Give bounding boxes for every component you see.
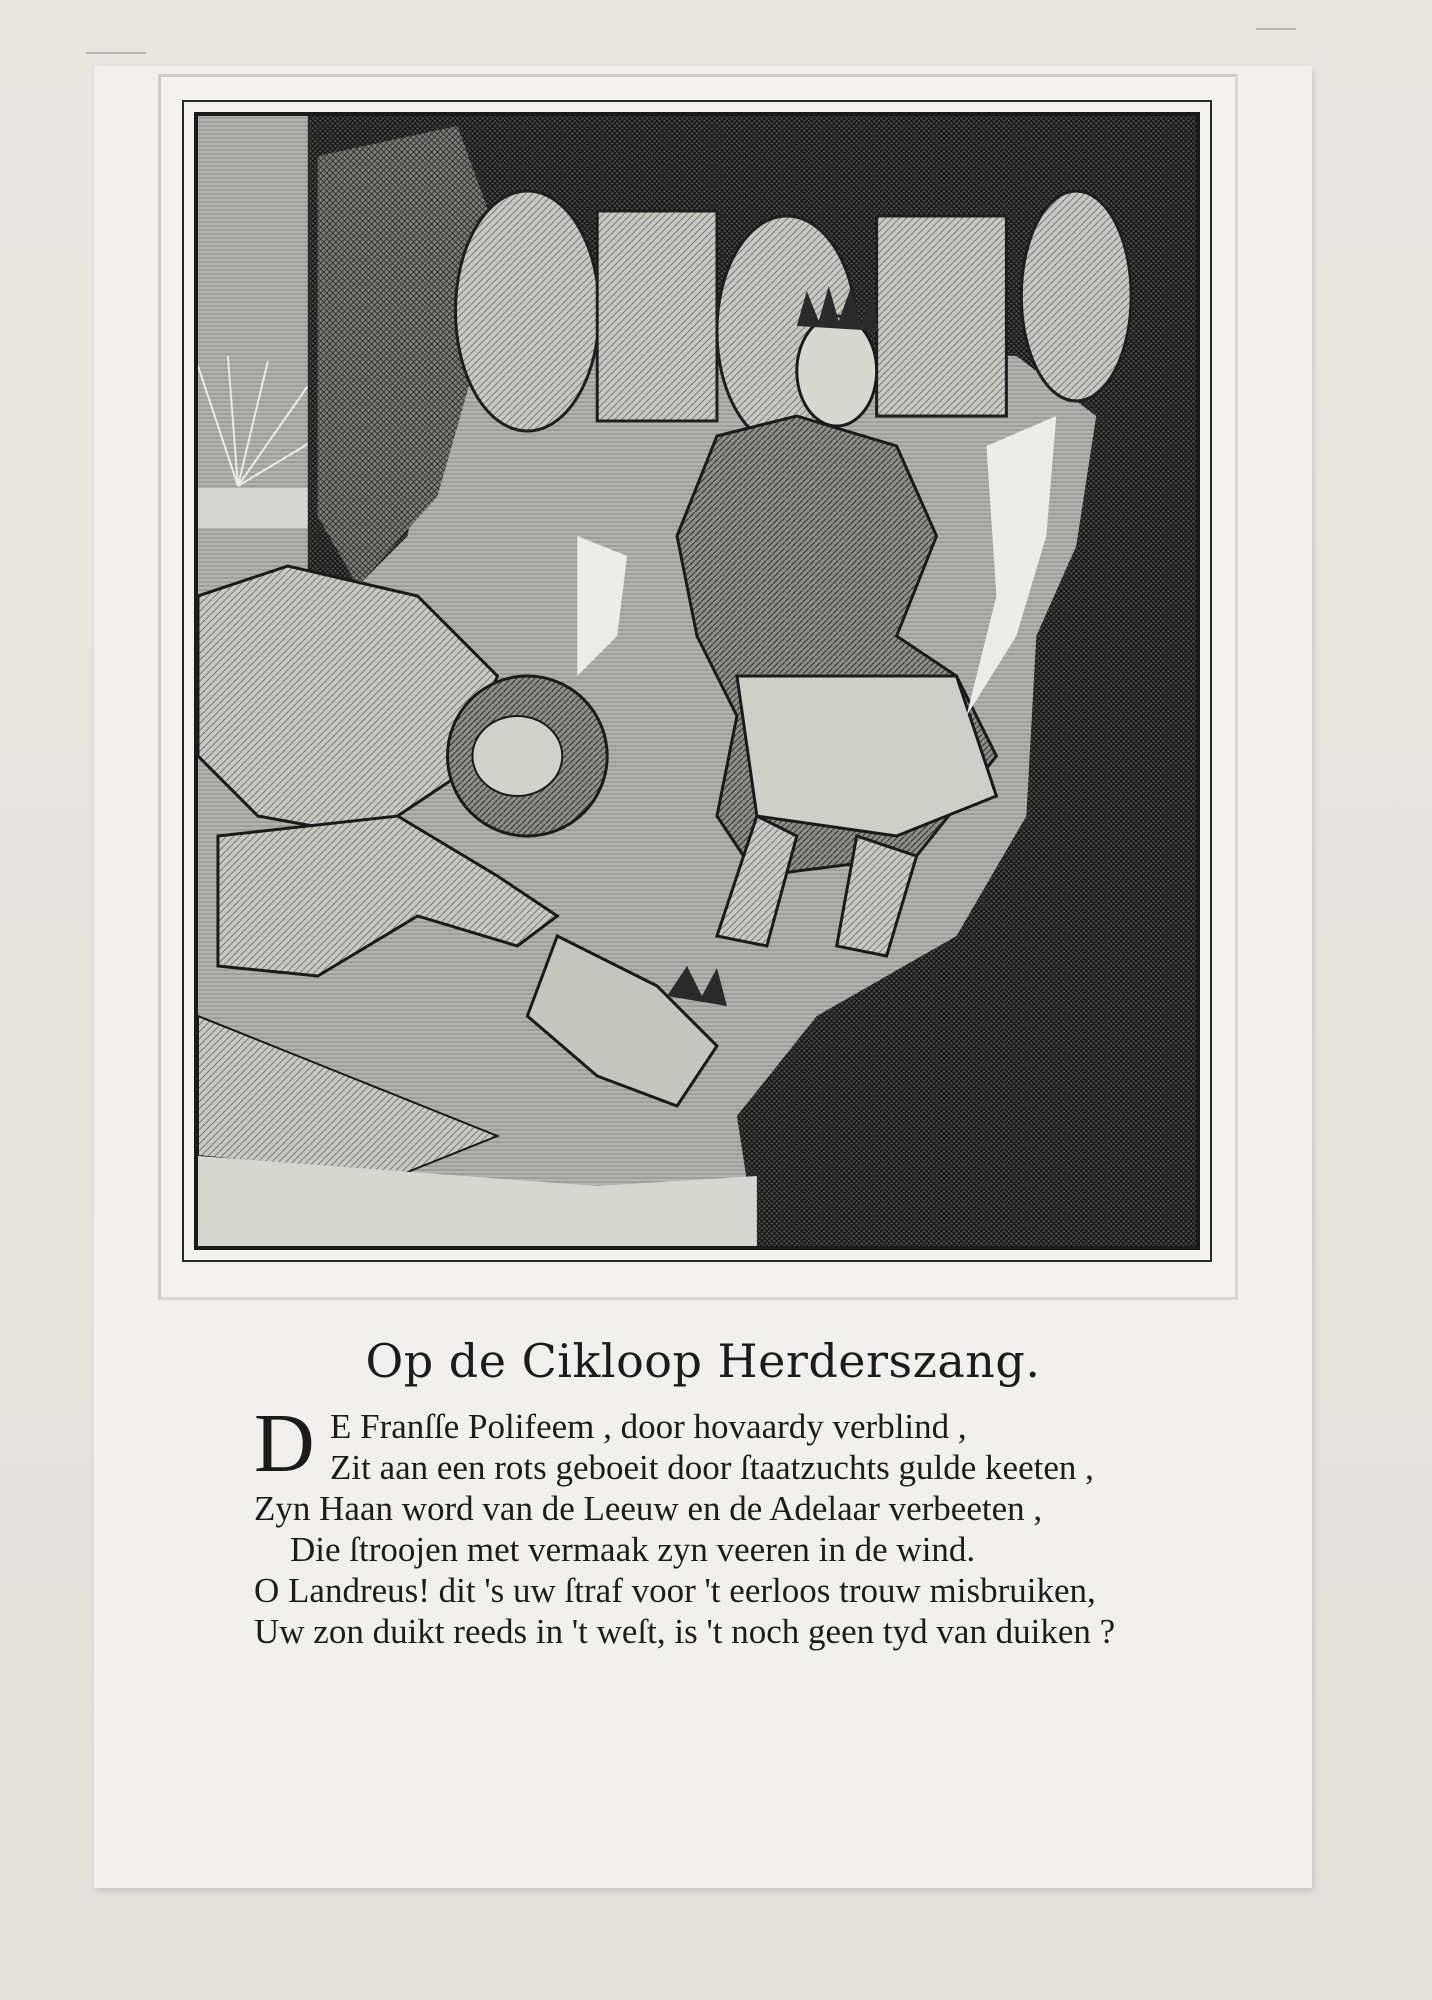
drop-cap: D [254,1397,315,1490]
engraving-illustration [198,116,1196,1246]
print-title: Op de Cikloop Herderszang. [365,1334,1041,1388]
pencil-mark-left [86,52,146,54]
engraving-image [194,112,1200,1250]
poem-line-1: E Franſſe Polifeem , door hovaardy verblind , [330,1407,967,1446]
print-sheet [94,66,1312,1888]
poem-line-3: Zyn Haan word van de Leeuw en de Adelaar verbeeten , [254,1489,1043,1528]
poem-text [254,1397,1294,1652]
poem-line-2: Zit aan een rots geboeit door ſtaatzuchts gulde keeten , [330,1448,1094,1487]
poem-line-5: O Landreus! dit 's uw ſtraf voor 't eerloos trouw misbruiken, [254,1571,1096,1610]
pencil-mark-right [1256,28,1296,30]
poem-line-4: Die ſtroojen met vermaak zyn veeren in de wind. [290,1530,976,1569]
engraving-frame [182,100,1212,1262]
poem-line-6: Uw zon duikt reeds in 't weſt, is 't noch geen tyd van duiken ? [254,1612,1116,1651]
